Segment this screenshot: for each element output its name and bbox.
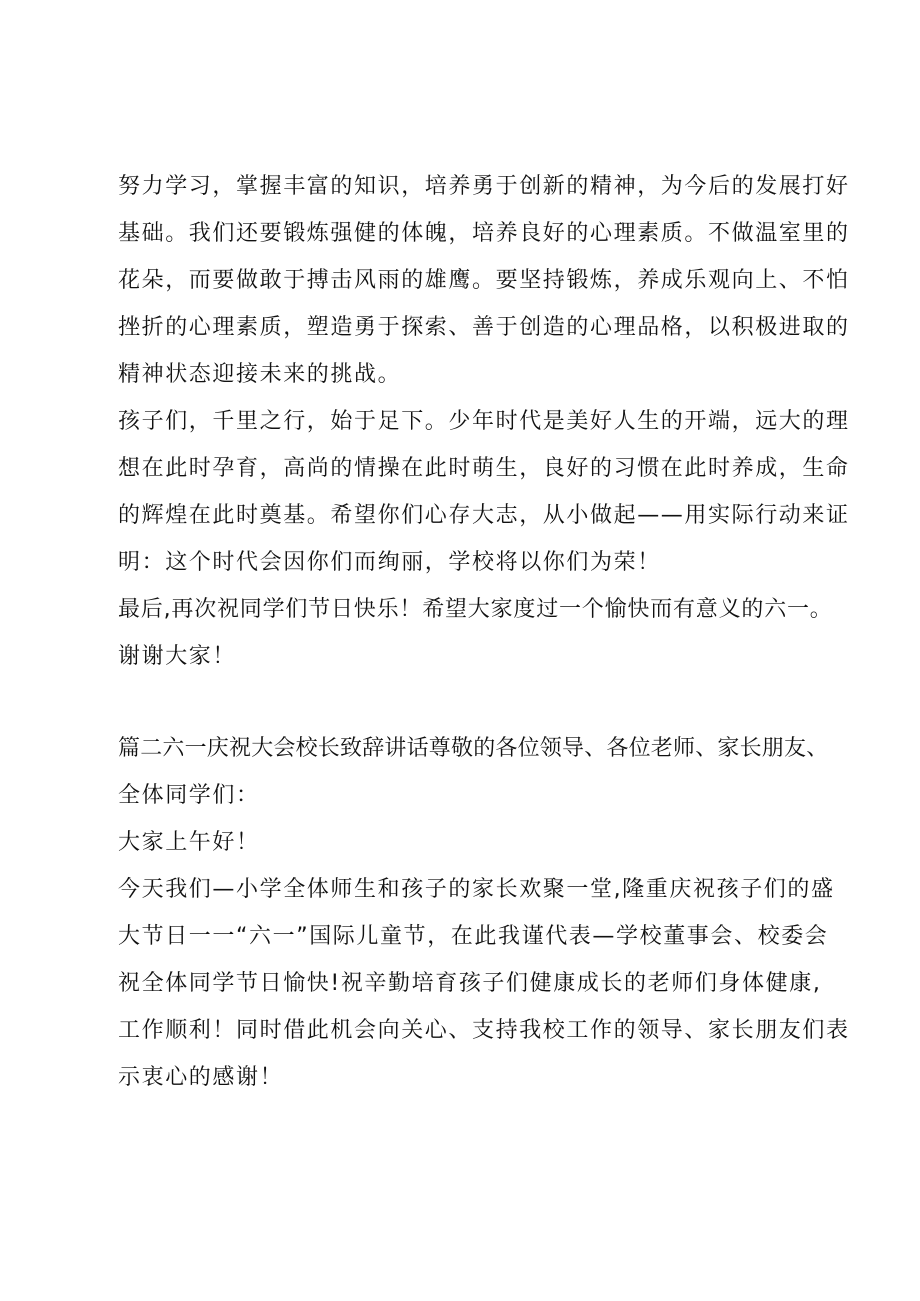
- text-line: 想在此时孕育，高尚的情操在此时萌生，良好的习惯在此时养成，生命: [118, 456, 850, 481]
- text-line: 大家上午好！: [118, 830, 260, 855]
- text-line: 挫折的心理素质，塑造勇于探索、善于创造的心理品格，以积极进取的: [118, 315, 850, 340]
- text-line: 明：这个时代会因你们而绚丽，学校将以你们为荣！: [118, 550, 661, 575]
- text-line: 孩子们，千里之行，始于足下。少年时代是美好人生的开端，远大的理: [118, 409, 850, 434]
- text-line: 精神状态迎接未来的挑战。: [118, 362, 402, 387]
- text-line: 今天我们—小学全体师生和孩子的家长欢聚一堂,隆重庆祝孩子们的盛: [118, 877, 835, 902]
- text-line: 最后,再次祝同学们节日快乐！希望大家度过一个愉快而有意义的六一。: [118, 597, 833, 622]
- text-line: 基础。我们还要锻炼强健的体魄，培养良好的心理素质。不做温室里的: [118, 221, 850, 246]
- text-line: 示衷心的感谢！: [118, 1065, 284, 1090]
- text-line: 大节日一一“六一”国际儿童节，在此我谨代表—学校董事会、校委会: [118, 924, 829, 949]
- text-line: 花朵，而要做敢于搏击风雨的雄鹰。要坚持锻炼，养成乐观向上、不怕: [118, 268, 850, 293]
- text-line: 努力学习，掌握丰富的知识，培养勇于创新的精神，为今后的发展打好: [118, 174, 850, 199]
- section-heading-line: 篇二六一庆祝大会校长致辞讲话尊敬的各位领导、各位老师、家长朋友、: [118, 736, 829, 761]
- text-line: 谢谢大家！: [118, 644, 237, 669]
- text-line: 全体同学们：: [118, 783, 260, 808]
- body-text-section-1: [118, 163, 850, 680]
- text-line: 祝全体同学节日愉快!祝辛勤培育孩子们健康成长的老师们身体健康,: [118, 971, 822, 996]
- text-line: 工作顺利！同时借此机会向关心、支持我校工作的领导、家长朋友们表: [118, 1018, 850, 1043]
- body-text-section-2: [118, 725, 850, 1101]
- text-line: 的辉煌在此时奠基。希望你们心存大志，从小做起——用实际行动来证: [118, 503, 850, 528]
